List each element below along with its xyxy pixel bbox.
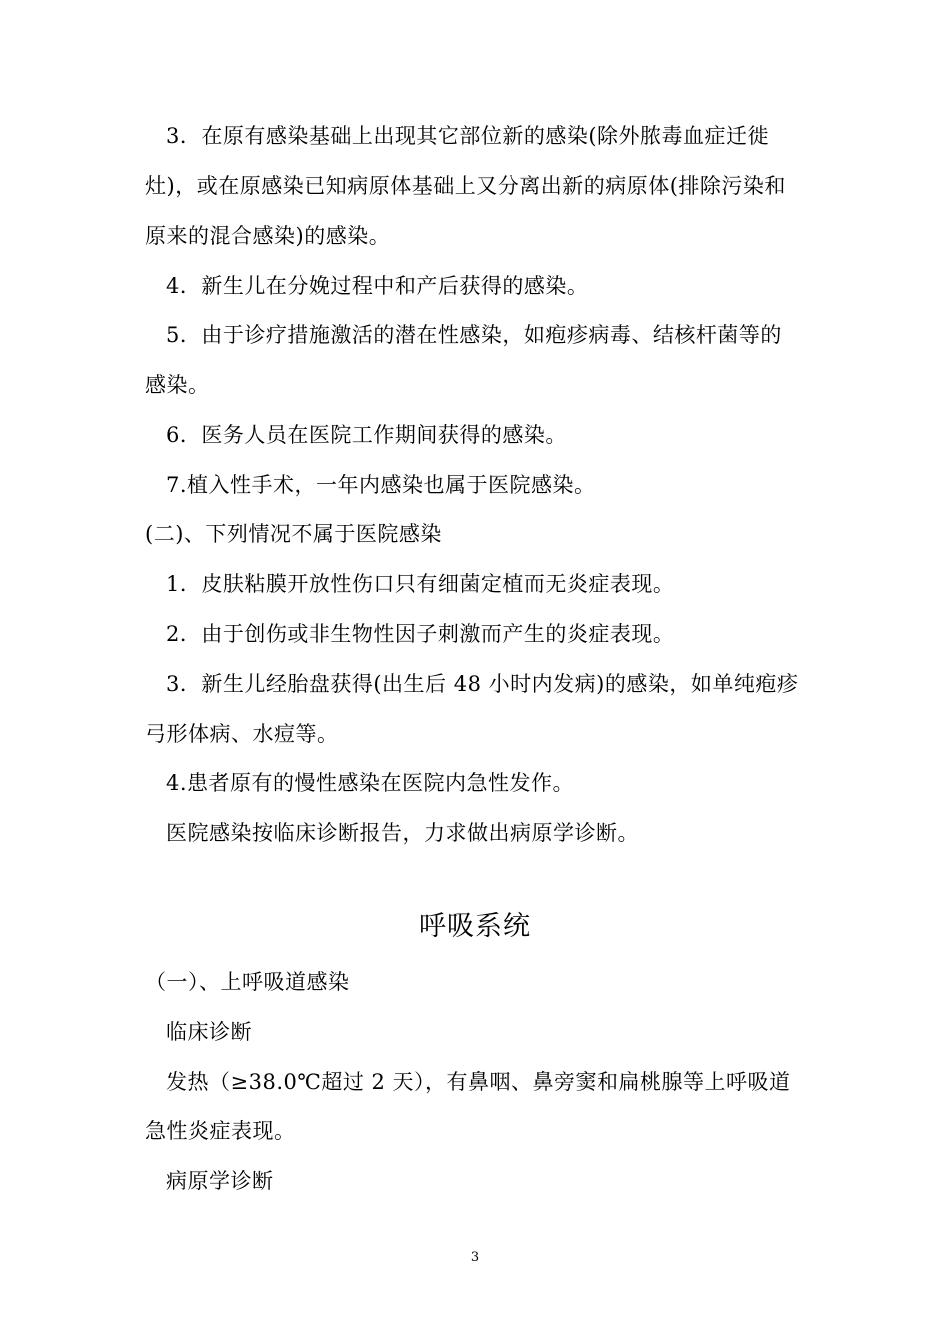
paragraph-line: 灶)，或在原感染已知病原体基础上又分离出新的病原体(排除污染和 — [145, 174, 786, 198]
paragraph-line: 感染。 — [145, 373, 210, 397]
paragraph-line: 7.植入性手术，一年内感染也属于医院感染。 — [166, 473, 596, 497]
paragraph-line: 发热（≥38.0℃超过 2 天），有鼻咽、鼻旁窦和扁桃腺等上呼吸道 — [166, 1070, 791, 1094]
paragraph-line: 病原学诊断 — [166, 1169, 274, 1193]
paragraph-line: 原来的混合感染)的感染。 — [145, 224, 391, 248]
paragraph-line: 3．新生儿经胎盘获得(出生后 48 小时内发病)的感染，如单纯疱疹 — [166, 672, 799, 696]
paragraph-line: 急性炎症表现。 — [145, 1119, 296, 1143]
section-heading: 呼吸系统 — [419, 911, 531, 942]
paragraph-line: 3．在原有感染基础上出现其它部位新的感染(除外脓毒血症迁徙 — [166, 124, 770, 148]
paragraph-line: 2．由于创伤或非生物性因子刺激而产生的炎症表现。 — [166, 622, 675, 646]
paragraph-line: 5．由于诊疗措施激活的潜在性感染，如疱疹病毒、结核杆菌等的 — [166, 323, 782, 347]
paragraph-line: (二)、下列情况不属于医院感染 — [145, 522, 442, 546]
paragraph-line: 4．新生儿在分娩过程中和产后获得的感染。 — [166, 274, 589, 298]
paragraph-line: 弓形体病、水痘等。 — [145, 722, 339, 746]
paragraph-line: 临床诊断 — [166, 1020, 252, 1044]
page-number: 3 — [470, 1250, 480, 1265]
paragraph-line: 医院感染按临床诊断报告，力求做出病原学诊断。 — [166, 821, 639, 845]
paragraph-line: （一）、上呼吸道感染 — [145, 970, 350, 994]
paragraph-line: 1．皮肤粘膜开放性伤口只有细菌定植而无炎症表现。 — [166, 572, 675, 596]
paragraph-line: 4.患者原有的慢性感染在医院内急性发作。 — [166, 771, 575, 795]
paragraph-line: 6．医务人员在医院工作期间获得的感染。 — [166, 423, 567, 447]
